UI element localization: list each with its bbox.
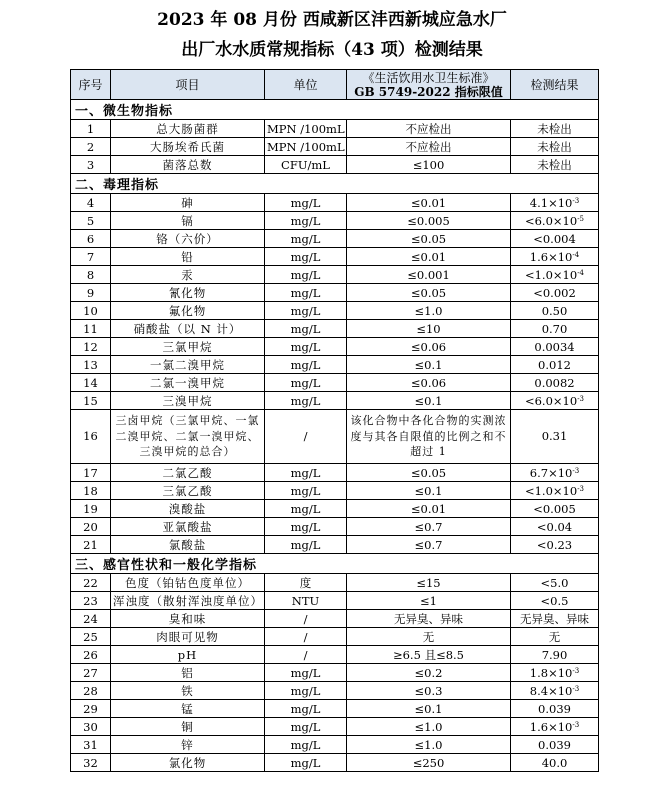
table-row	[71, 392, 599, 410]
row-item-cell: 一氯二溴甲烷	[111, 356, 265, 374]
result-value: 1.6×10	[529, 719, 573, 734]
row-unit-cell: mg/L	[265, 700, 347, 718]
section-title: 三、感官性状和一般化学指标	[71, 554, 599, 574]
result-exponent: -3	[572, 196, 580, 205]
row-limit-cell: ≤0.7	[347, 518, 511, 536]
row-unit-cell: mg/L	[265, 518, 347, 536]
row-unit-cell: /	[265, 610, 347, 628]
row-index-cell: 22	[71, 574, 111, 592]
row-result-cell: <0.04	[511, 518, 599, 536]
row-index-cell: 1	[71, 120, 111, 138]
header-result: 检测结果	[511, 70, 599, 100]
table-row	[71, 410, 599, 464]
row-item-cell: 臭和味	[111, 610, 265, 628]
header-limit-line2: GB 5749-2022 指标限值	[354, 84, 503, 99]
row-index-cell: 16	[71, 410, 111, 464]
row-index-cell: 10	[71, 302, 111, 320]
row-result-cell	[511, 392, 599, 410]
row-index-cell: 14	[71, 374, 111, 392]
row-index-cell: 7	[71, 248, 111, 266]
table-row	[71, 212, 599, 230]
table-row	[71, 482, 599, 500]
row-item-cell: 硝酸盐（以 N 计）	[111, 320, 265, 338]
table-row	[71, 284, 599, 302]
row-unit-cell: MPN /100mL	[265, 138, 347, 156]
result-exponent: -3	[572, 684, 580, 693]
row-unit-cell: mg/L	[265, 664, 347, 682]
row-unit-cell: /	[265, 410, 347, 464]
row-unit-cell: mg/L	[265, 338, 347, 356]
header-item: 项目	[111, 70, 265, 100]
row-item-cell: 菌落总数	[111, 156, 265, 174]
row-result-cell: <0.004	[511, 230, 599, 248]
row-index-cell: 21	[71, 536, 111, 554]
row-index-cell: 31	[71, 736, 111, 754]
result-exponent: -3	[572, 666, 580, 675]
row-result-cell: 40.0	[511, 754, 599, 772]
table-row	[71, 628, 599, 646]
row-item-cell: 三卤甲烷（三氯甲烷、一氯二溴甲烷、二氯一溴甲烷、三溴甲烷的总合）	[111, 410, 265, 464]
row-limit-cell: ≥6.5 且≤8.5	[347, 646, 511, 664]
row-limit-cell: ≤0.005	[347, 212, 511, 230]
row-limit-cell: ≤100	[347, 156, 511, 174]
table-row	[71, 682, 599, 700]
table-row	[71, 138, 599, 156]
row-result-cell: <0.5	[511, 592, 599, 610]
row-limit-cell: ≤0.7	[347, 536, 511, 554]
result-value: 8.4×10	[529, 683, 573, 698]
row-result-cell	[511, 194, 599, 212]
row-item-cell: 三氯乙酸	[111, 482, 265, 500]
row-result-cell: 0.039	[511, 700, 599, 718]
row-item-cell: 汞	[111, 266, 265, 284]
result-exponent: -3	[577, 394, 585, 403]
row-result-cell: 未检出	[511, 120, 599, 138]
row-index-cell: 24	[71, 610, 111, 628]
row-item-cell: 氯化物	[111, 754, 265, 772]
result-value: 1.8×10	[529, 665, 573, 680]
row-item-cell: 锰	[111, 700, 265, 718]
row-item-cell: 二氯一溴甲烷	[111, 374, 265, 392]
row-unit-cell: mg/L	[265, 284, 347, 302]
row-item-cell: 三溴甲烷	[111, 392, 265, 410]
row-item-cell: 氯酸盐	[111, 536, 265, 554]
row-index-cell: 6	[71, 230, 111, 248]
row-item-cell: 氰化物	[111, 284, 265, 302]
result-value: <6.0×10	[524, 393, 578, 408]
report-title-line2: 出厂水水质常规指标（43 项）检测结果	[181, 40, 483, 60]
table-row	[71, 248, 599, 266]
row-unit-cell: mg/L	[265, 266, 347, 284]
table-row	[71, 592, 599, 610]
table-row	[71, 700, 599, 718]
row-unit-cell: mg/L	[265, 356, 347, 374]
row-result-cell: 0.0082	[511, 374, 599, 392]
row-index-cell: 20	[71, 518, 111, 536]
row-limit-cell: ≤0.2	[347, 664, 511, 682]
row-result-cell	[511, 718, 599, 736]
result-exponent: -4	[577, 268, 585, 277]
result-exponent: -3	[572, 720, 580, 729]
row-result-cell: <0.002	[511, 284, 599, 302]
row-result-cell: 7.90	[511, 646, 599, 664]
row-limit-cell: ≤1.0	[347, 736, 511, 754]
row-limit-cell: ≤0.3	[347, 682, 511, 700]
row-index-cell: 5	[71, 212, 111, 230]
row-index-cell: 30	[71, 718, 111, 736]
row-result-cell	[511, 664, 599, 682]
row-unit-cell: mg/L	[265, 248, 347, 266]
row-limit-cell: ≤0.01	[347, 500, 511, 518]
row-item-cell: 浑浊度（散射浑浊度单位）	[111, 592, 265, 610]
row-index-cell: 17	[71, 464, 111, 482]
section-header-row	[71, 100, 599, 120]
row-item-cell: 大肠埃希氏菌	[111, 138, 265, 156]
row-item-cell: 砷	[111, 194, 265, 212]
table-row	[71, 194, 599, 212]
row-limit-cell: 无	[347, 628, 511, 646]
table-row	[71, 356, 599, 374]
row-index-cell: 26	[71, 646, 111, 664]
row-index-cell: 25	[71, 628, 111, 646]
row-result-cell: 无	[511, 628, 599, 646]
row-result-cell: 0.039	[511, 736, 599, 754]
row-result-cell: 0.31	[511, 410, 599, 464]
row-unit-cell: mg/L	[265, 736, 347, 754]
row-item-cell: 二氯乙酸	[111, 464, 265, 482]
row-unit-cell: mg/L	[265, 194, 347, 212]
row-limit-cell: ≤0.05	[347, 464, 511, 482]
row-index-cell: 15	[71, 392, 111, 410]
report-title-line1: 2023 年 08 月份 西咸新区沣西新城应急水厂	[157, 10, 507, 30]
row-result-cell: 0.50	[511, 302, 599, 320]
row-result-cell: 0.0034	[511, 338, 599, 356]
result-exponent: -3	[577, 484, 585, 493]
table-row	[71, 338, 599, 356]
row-unit-cell: mg/L	[265, 718, 347, 736]
table-row	[71, 754, 599, 772]
row-limit-cell: 该化合物中各化合物的实测浓度与其各自限值的比例之和不超过 1	[347, 410, 511, 464]
header-limit	[347, 70, 511, 100]
row-result-cell: 0.70	[511, 320, 599, 338]
row-unit-cell: mg/L	[265, 320, 347, 338]
row-limit-cell: ≤0.05	[347, 284, 511, 302]
row-limit-cell: 不应检出	[347, 138, 511, 156]
table-row	[71, 302, 599, 320]
result-value: 4.1×10	[529, 195, 573, 210]
section-header-row	[71, 174, 599, 194]
row-unit-cell: mg/L	[265, 682, 347, 700]
row-index-cell: 13	[71, 356, 111, 374]
row-unit-cell: MPN /100mL	[265, 120, 347, 138]
row-index-cell: 18	[71, 482, 111, 500]
row-result-cell: 无异臭、异味	[511, 610, 599, 628]
row-result-cell	[511, 482, 599, 500]
row-unit-cell: 度	[265, 574, 347, 592]
row-result-cell: 未检出	[511, 138, 599, 156]
row-result-cell	[511, 212, 599, 230]
row-index-cell: 8	[71, 266, 111, 284]
table-body	[71, 100, 599, 772]
section-header-row	[71, 554, 599, 574]
row-item-cell: 镉	[111, 212, 265, 230]
row-limit-cell: ≤0.1	[347, 392, 511, 410]
table-row	[71, 646, 599, 664]
result-value: 6.7×10	[529, 465, 573, 480]
row-index-cell: 19	[71, 500, 111, 518]
row-item-cell: 铅	[111, 248, 265, 266]
result-value: 1.6×10	[529, 249, 573, 264]
row-limit-cell: ≤15	[347, 574, 511, 592]
row-result-cell	[511, 266, 599, 284]
row-item-cell: 溴酸盐	[111, 500, 265, 518]
water-quality-table	[70, 69, 599, 772]
row-limit-cell: 不应检出	[347, 120, 511, 138]
row-limit-cell: ≤0.1	[347, 482, 511, 500]
row-limit-cell: ≤1	[347, 592, 511, 610]
row-item-cell: 三氯甲烷	[111, 338, 265, 356]
row-limit-cell: ≤0.001	[347, 266, 511, 284]
table-row	[71, 500, 599, 518]
table-row	[71, 120, 599, 138]
table-row	[71, 464, 599, 482]
table-row	[71, 574, 599, 592]
row-unit-cell: /	[265, 628, 347, 646]
row-index-cell: 28	[71, 682, 111, 700]
table-row	[71, 610, 599, 628]
row-limit-cell: ≤0.06	[347, 338, 511, 356]
table-row	[71, 718, 599, 736]
row-limit-cell: ≤1.0	[347, 718, 511, 736]
row-index-cell: 4	[71, 194, 111, 212]
result-exponent: -3	[572, 466, 580, 475]
row-unit-cell: mg/L	[265, 302, 347, 320]
row-index-cell: 27	[71, 664, 111, 682]
row-index-cell: 11	[71, 320, 111, 338]
row-unit-cell: mg/L	[265, 754, 347, 772]
row-result-cell: <0.005	[511, 500, 599, 518]
row-unit-cell: mg/L	[265, 536, 347, 554]
row-unit-cell: mg/L	[265, 230, 347, 248]
section-title: 一、微生物指标	[71, 100, 599, 120]
row-index-cell: 3	[71, 156, 111, 174]
result-exponent: -5	[577, 214, 585, 223]
row-limit-cell: 无异臭、异味	[347, 610, 511, 628]
row-index-cell: 12	[71, 338, 111, 356]
table-row	[71, 320, 599, 338]
row-item-cell: 铬（六价）	[111, 230, 265, 248]
table-row	[71, 536, 599, 554]
row-unit-cell: CFU/mL	[265, 156, 347, 174]
row-limit-cell: ≤250	[347, 754, 511, 772]
table-row	[71, 374, 599, 392]
row-item-cell: 总大肠菌群	[111, 120, 265, 138]
table-header-row	[71, 70, 599, 100]
result-value: <1.0×10	[524, 483, 578, 498]
row-limit-cell: ≤10	[347, 320, 511, 338]
row-item-cell: 铝	[111, 664, 265, 682]
result-value: <6.0×10	[524, 213, 578, 228]
result-value: <1.0×10	[524, 267, 578, 282]
row-unit-cell: mg/L	[265, 464, 347, 482]
row-limit-cell: ≤1.0	[347, 302, 511, 320]
row-item-cell: 肉眼可见物	[111, 628, 265, 646]
row-result-cell: <5.0	[511, 574, 599, 592]
row-result-cell: 0.012	[511, 356, 599, 374]
row-item-cell: 色度（铂钴色度单位）	[111, 574, 265, 592]
table-row	[71, 230, 599, 248]
row-item-cell: pH	[111, 646, 265, 664]
row-item-cell: 铁	[111, 682, 265, 700]
row-limit-cell: ≤0.1	[347, 700, 511, 718]
section-title: 二、毒理指标	[71, 174, 599, 194]
result-exponent: -4	[572, 250, 580, 259]
row-index-cell: 2	[71, 138, 111, 156]
row-index-cell: 32	[71, 754, 111, 772]
row-result-cell: 未检出	[511, 156, 599, 174]
row-unit-cell: NTU	[265, 592, 347, 610]
row-result-cell	[511, 464, 599, 482]
row-result-cell: <0.23	[511, 536, 599, 554]
row-result-cell	[511, 248, 599, 266]
table-row	[71, 518, 599, 536]
row-limit-cell: ≤0.01	[347, 248, 511, 266]
table-row	[71, 736, 599, 754]
header-limit-line1: 《生活饮用水卫生标准》	[362, 70, 495, 85]
row-item-cell: 亚氯酸盐	[111, 518, 265, 536]
row-result-cell	[511, 682, 599, 700]
row-limit-cell: ≤0.1	[347, 356, 511, 374]
row-limit-cell: ≤0.06	[347, 374, 511, 392]
row-unit-cell: mg/L	[265, 392, 347, 410]
table-row	[71, 664, 599, 682]
row-unit-cell: mg/L	[265, 374, 347, 392]
row-limit-cell: ≤0.01	[347, 194, 511, 212]
table-row	[71, 156, 599, 174]
row-unit-cell: /	[265, 646, 347, 664]
table-row	[71, 266, 599, 284]
row-unit-cell: mg/L	[265, 500, 347, 518]
row-index-cell: 23	[71, 592, 111, 610]
row-index-cell: 29	[71, 700, 111, 718]
row-unit-cell: mg/L	[265, 212, 347, 230]
row-item-cell: 氟化物	[111, 302, 265, 320]
header-index: 序号	[71, 70, 111, 100]
row-limit-cell: ≤0.05	[347, 230, 511, 248]
row-index-cell: 9	[71, 284, 111, 302]
row-item-cell: 铜	[111, 718, 265, 736]
header-unit: 单位	[265, 70, 347, 100]
row-unit-cell: mg/L	[265, 482, 347, 500]
row-item-cell: 锌	[111, 736, 265, 754]
